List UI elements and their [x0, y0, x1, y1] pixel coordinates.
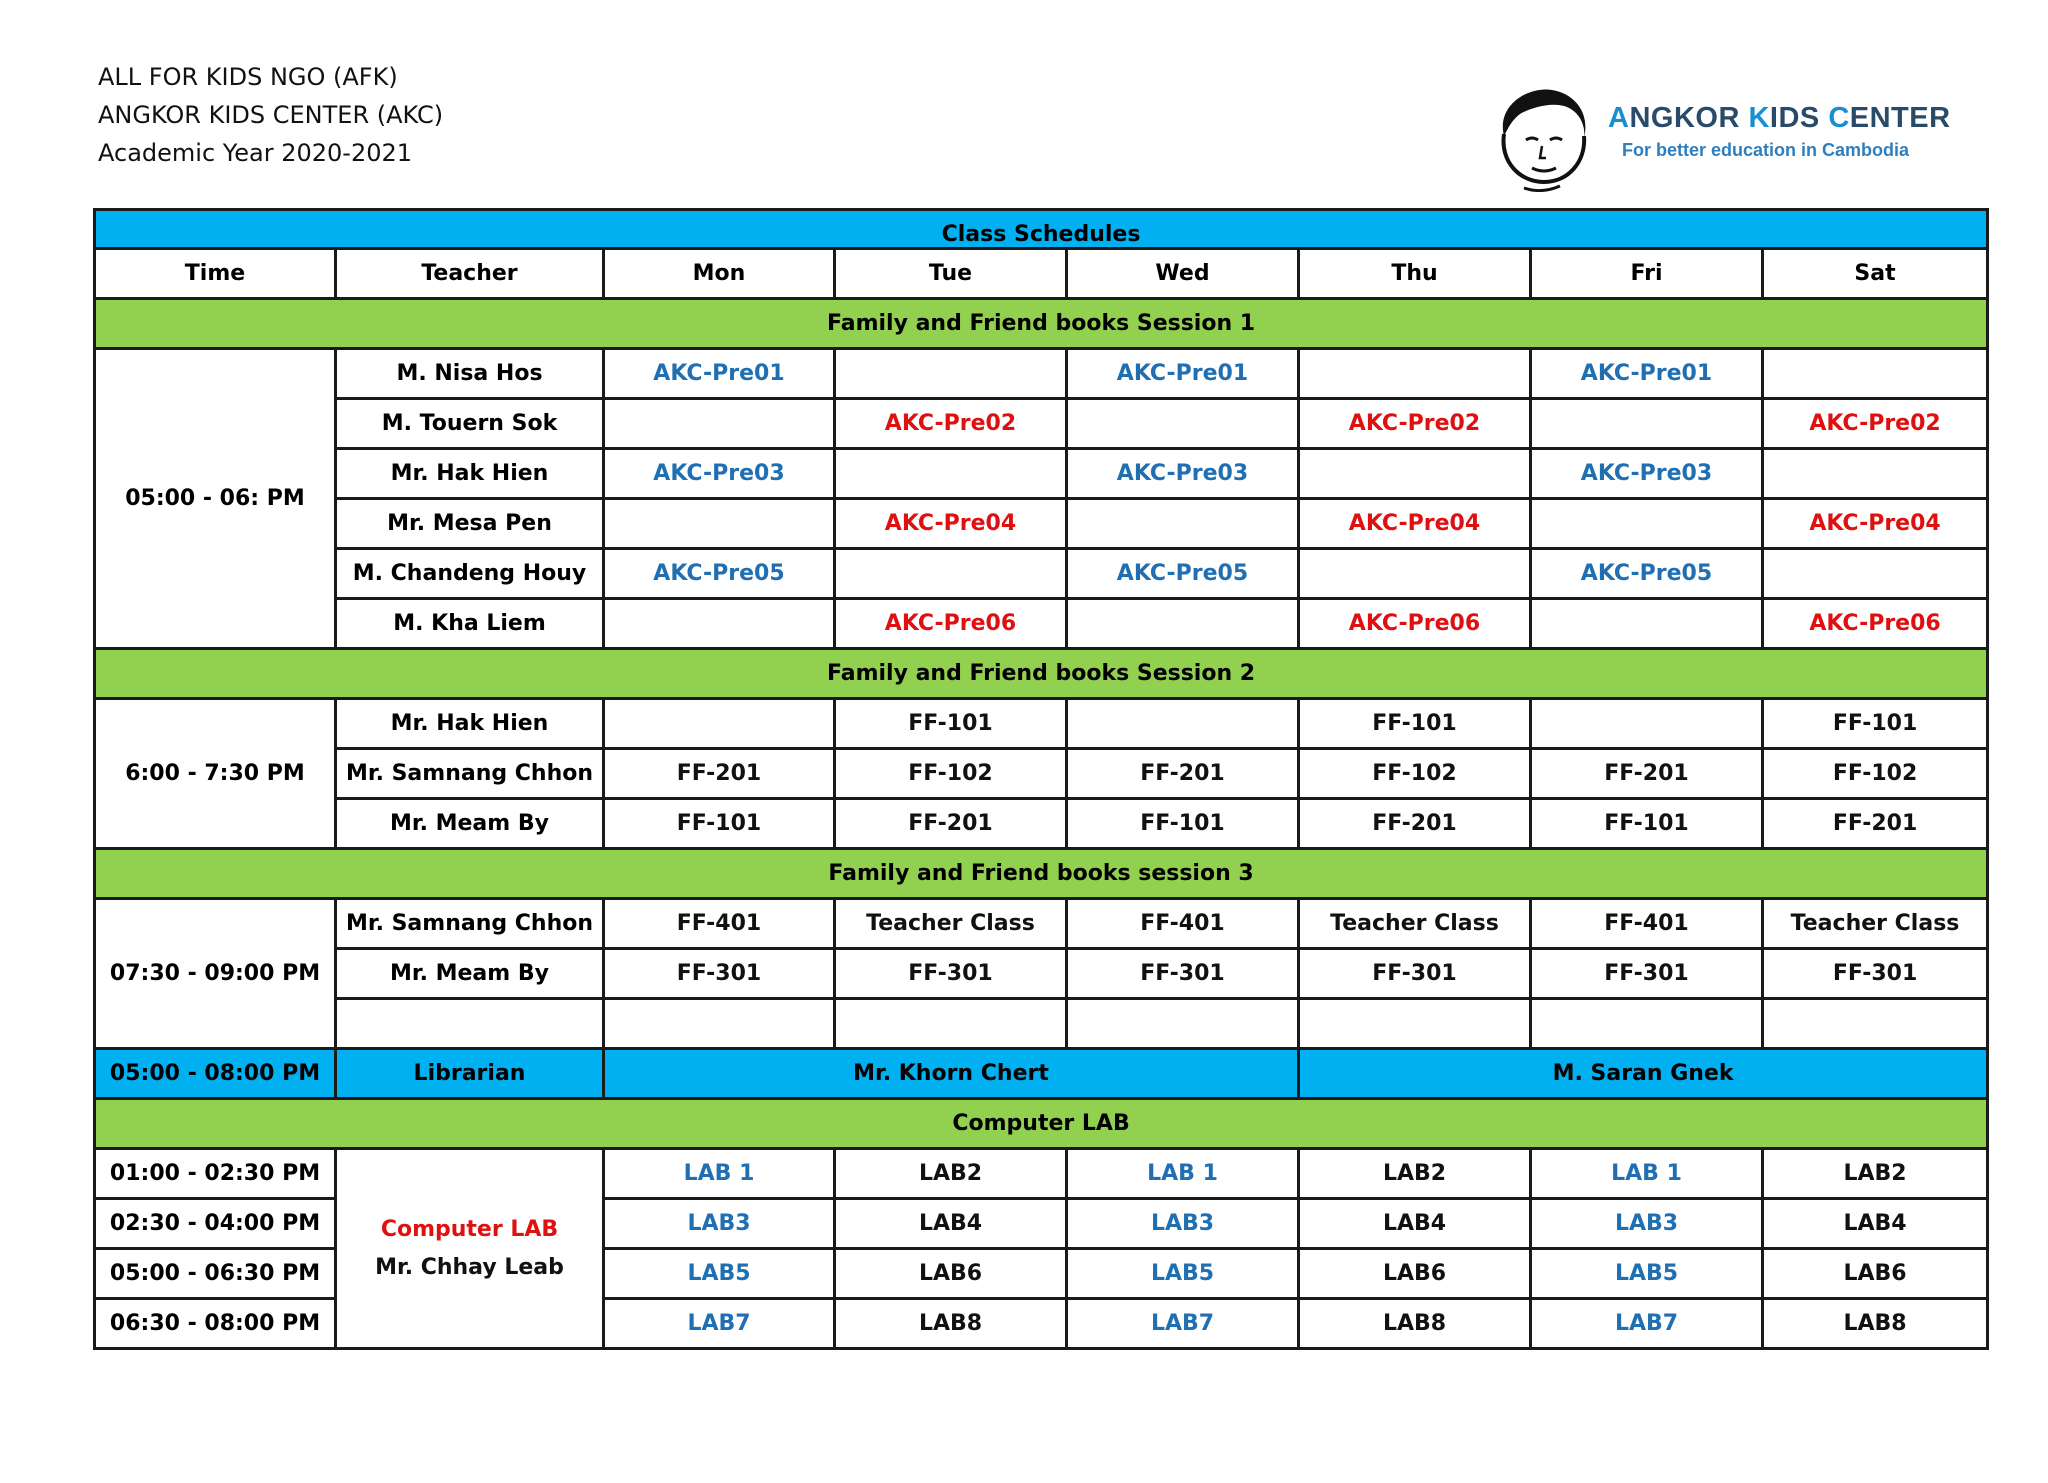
lab-time: 05:00 - 06:30 PM — [95, 1249, 336, 1299]
lab-cell: LAB8 — [1763, 1299, 1988, 1349]
class-cell — [604, 699, 835, 749]
class-cell: Teacher Class — [1763, 899, 1988, 949]
logo-wordmark: ANGKOR KIDS CENTER — [1608, 102, 1951, 134]
class-cell — [604, 599, 835, 649]
teacher-name: Mr. Meam By — [336, 949, 604, 999]
class-cell — [1763, 449, 1988, 499]
column-header: Time — [95, 249, 336, 299]
session-title: Family and Friend books Session 2 — [95, 649, 1988, 699]
column-header: Sat — [1763, 249, 1988, 299]
lab-cell: LAB8 — [835, 1299, 1067, 1349]
teacher-name: Mr. Hak Hien — [336, 699, 604, 749]
class-cell: AKC-Pre06 — [1299, 599, 1531, 649]
lab-time: 01:00 - 02:30 PM — [95, 1149, 336, 1199]
class-cell: FF-201 — [835, 799, 1067, 849]
class-cell: AKC-Pre04 — [835, 499, 1067, 549]
computer-lab-header-row — [95, 1099, 1988, 1149]
column-header: Teacher — [336, 249, 604, 299]
librarian-row — [95, 1049, 1988, 1099]
lab-cell: LAB7 — [1531, 1299, 1763, 1349]
lab-cell: LAB8 — [1299, 1299, 1531, 1349]
class-cell: FF-301 — [1531, 949, 1763, 999]
class-cell — [1067, 399, 1299, 449]
center-name-line: ANGKOR KIDS CENTER (AKC) — [98, 101, 444, 129]
teacher-name: Mr. Samnang Chhon — [336, 749, 604, 799]
header-row — [95, 249, 1988, 299]
class-schedule-table — [93, 208, 1989, 1350]
class-cell — [1531, 999, 1763, 1049]
lab-cell: LAB7 — [1067, 1299, 1299, 1349]
class-cell: AKC-Pre03 — [1531, 449, 1763, 499]
class-cell: AKC-Pre01 — [1531, 349, 1763, 399]
class-cell: AKC-Pre02 — [1299, 399, 1531, 449]
class-cell — [835, 549, 1067, 599]
org-name-line: ALL FOR KIDS NGO (AFK) — [98, 63, 398, 91]
lab-cell: LAB 1 — [604, 1149, 835, 1199]
lab-cell: LAB 1 — [1531, 1149, 1763, 1199]
lab-time: 06:30 - 08:00 PM — [95, 1299, 336, 1349]
class-row — [95, 499, 1988, 549]
teacher-name: Mr. Meam By — [336, 799, 604, 849]
class-cell: Teacher Class — [835, 899, 1067, 949]
class-cell — [1067, 499, 1299, 549]
class-cell — [1067, 999, 1299, 1049]
session-title: Family and Friend books Session 1 — [95, 299, 1988, 349]
session-time: 05:00 - 06: PM — [95, 349, 336, 649]
class-cell: AKC-Pre02 — [835, 399, 1067, 449]
session-header-row — [95, 299, 1988, 349]
class-row — [95, 399, 1988, 449]
class-cell: AKC-Pre01 — [1067, 349, 1299, 399]
class-cell: FF-201 — [1531, 749, 1763, 799]
class-row — [95, 949, 1988, 999]
class-cell: Teacher Class — [1299, 899, 1531, 949]
class-cell: FF-102 — [1763, 749, 1988, 799]
session-time: 07:30 - 09:00 PM — [95, 899, 336, 1049]
class-row — [95, 749, 1988, 799]
class-cell: AKC-Pre05 — [1531, 549, 1763, 599]
lab-cell: LAB2 — [835, 1149, 1067, 1199]
lab-teacher-cell — [336, 1149, 604, 1349]
class-cell: FF-101 — [1763, 699, 1988, 749]
schedule-title-row — [95, 210, 1988, 249]
lab-cell: LAB6 — [835, 1249, 1067, 1299]
class-cell — [1531, 399, 1763, 449]
class-cell: FF-301 — [835, 949, 1067, 999]
class-row — [95, 349, 1988, 399]
column-header: Tue — [835, 249, 1067, 299]
class-cell: AKC-Pre02 — [1763, 399, 1988, 449]
column-header: Thu — [1299, 249, 1531, 299]
class-cell: FF-101 — [1531, 799, 1763, 849]
schedule-title: Class Schedules — [95, 210, 1988, 249]
lab-cell: LAB5 — [1531, 1249, 1763, 1299]
class-cell: AKC-Pre04 — [1299, 499, 1531, 549]
class-row — [95, 599, 1988, 649]
librarian-first: Mr. Khorn Chert — [604, 1049, 1299, 1099]
lab-cell: LAB2 — [1763, 1149, 1988, 1199]
lab-cell: LAB2 — [1299, 1149, 1531, 1199]
class-cell — [1763, 349, 1988, 399]
column-header: Fri — [1531, 249, 1763, 299]
class-cell: AKC-Pre06 — [1763, 599, 1988, 649]
class-cell: FF-301 — [1067, 949, 1299, 999]
librarian-time: 05:00 - 08:00 PM — [95, 1049, 336, 1099]
class-cell: AKC-Pre03 — [604, 449, 835, 499]
class-cell — [1067, 599, 1299, 649]
teacher-name: M. Touern Sok — [336, 399, 604, 449]
class-cell: FF-201 — [1299, 799, 1531, 849]
class-cell: FF-101 — [604, 799, 835, 849]
class-cell — [1531, 499, 1763, 549]
lab-time: 02:30 - 04:00 PM — [95, 1199, 336, 1249]
lab-cell: LAB5 — [1067, 1249, 1299, 1299]
lab-cell: LAB7 — [604, 1299, 835, 1349]
class-cell — [604, 999, 835, 1049]
lab-cell: LAB4 — [1299, 1199, 1531, 1249]
academic-year-line: Academic Year 2020-2021 — [98, 139, 413, 167]
lab-cell: LAB3 — [1531, 1199, 1763, 1249]
lab-cell: LAB3 — [1067, 1199, 1299, 1249]
lab-cell: LAB6 — [1299, 1249, 1531, 1299]
class-cell: FF-201 — [1067, 749, 1299, 799]
librarian-second: M. Saran Gnek — [1299, 1049, 1988, 1099]
teacher-name: M. Chandeng Houy — [336, 549, 604, 599]
class-cell — [604, 499, 835, 549]
teacher-name — [336, 999, 604, 1049]
class-row — [95, 799, 1988, 849]
class-row — [95, 549, 1988, 599]
teacher-name: Mr. Mesa Pen — [336, 499, 604, 549]
class-cell — [1763, 999, 1988, 1049]
angkor-kids-center-logo — [1490, 84, 1970, 194]
class-cell: AKC-Pre01 — [604, 349, 835, 399]
session-time: 6:00 - 7:30 PM — [95, 699, 336, 849]
lab-teacher-name: Mr. Chhay Leab — [375, 1254, 564, 1280]
class-cell — [835, 349, 1067, 399]
class-cell: FF-401 — [1531, 899, 1763, 949]
class-row — [95, 899, 1988, 949]
class-cell: FF-301 — [1299, 949, 1531, 999]
logo-tagline: For better education in Cambodia — [1622, 140, 1910, 160]
librarian-role: Librarian — [336, 1049, 604, 1099]
column-header: Wed — [1067, 249, 1299, 299]
class-row — [95, 449, 1988, 499]
teacher-name: Mr. Samnang Chhon — [336, 899, 604, 949]
computer-lab-title: Computer LAB — [95, 1099, 1988, 1149]
organization-header — [98, 58, 443, 172]
teacher-name: M. Kha Liem — [336, 599, 604, 649]
class-row — [95, 699, 1988, 749]
class-cell — [835, 999, 1067, 1049]
lab-cell: LAB4 — [835, 1199, 1067, 1249]
teacher-name: Mr. Hak Hien — [336, 449, 604, 499]
class-cell — [1299, 999, 1531, 1049]
lab-row — [95, 1149, 1988, 1199]
class-cell: FF-101 — [1299, 699, 1531, 749]
class-cell: AKC-Pre04 — [1763, 499, 1988, 549]
lab-teacher-label: Computer LAB — [380, 1216, 559, 1242]
class-cell: FF-401 — [604, 899, 835, 949]
lab-cell: LAB4 — [1763, 1199, 1988, 1249]
class-cell — [1299, 549, 1531, 599]
session-header-row — [95, 849, 1988, 899]
column-header: Mon — [604, 249, 835, 299]
lab-cell: LAB6 — [1763, 1249, 1988, 1299]
class-cell: AKC-Pre03 — [1067, 449, 1299, 499]
lab-cell: LAB 1 — [1067, 1149, 1299, 1199]
class-cell — [1299, 349, 1531, 399]
class-cell: FF-102 — [835, 749, 1067, 799]
class-cell — [604, 399, 835, 449]
class-cell — [1067, 699, 1299, 749]
lab-cell: LAB3 — [604, 1199, 835, 1249]
session-title: Family and Friend books session 3 — [95, 849, 1988, 899]
class-cell — [1763, 549, 1988, 599]
class-cell — [1531, 599, 1763, 649]
class-cell — [1531, 699, 1763, 749]
class-cell: FF-401 — [1067, 899, 1299, 949]
lab-cell: LAB5 — [604, 1249, 835, 1299]
class-cell: AKC-Pre05 — [604, 549, 835, 599]
class-cell: FF-201 — [604, 749, 835, 799]
child-face-icon — [1490, 84, 1594, 192]
class-cell: FF-101 — [1067, 799, 1299, 849]
class-row — [95, 999, 1988, 1049]
teacher-name: M. Nisa Hos — [336, 349, 604, 399]
class-cell: FF-101 — [835, 699, 1067, 749]
session-header-row — [95, 649, 1988, 699]
class-cell: AKC-Pre05 — [1067, 549, 1299, 599]
class-cell: FF-201 — [1763, 799, 1988, 849]
class-cell: FF-102 — [1299, 749, 1531, 799]
class-cell: FF-301 — [1763, 949, 1988, 999]
class-cell — [1299, 449, 1531, 499]
class-cell: AKC-Pre06 — [835, 599, 1067, 649]
class-cell: FF-301 — [604, 949, 835, 999]
class-cell — [835, 449, 1067, 499]
